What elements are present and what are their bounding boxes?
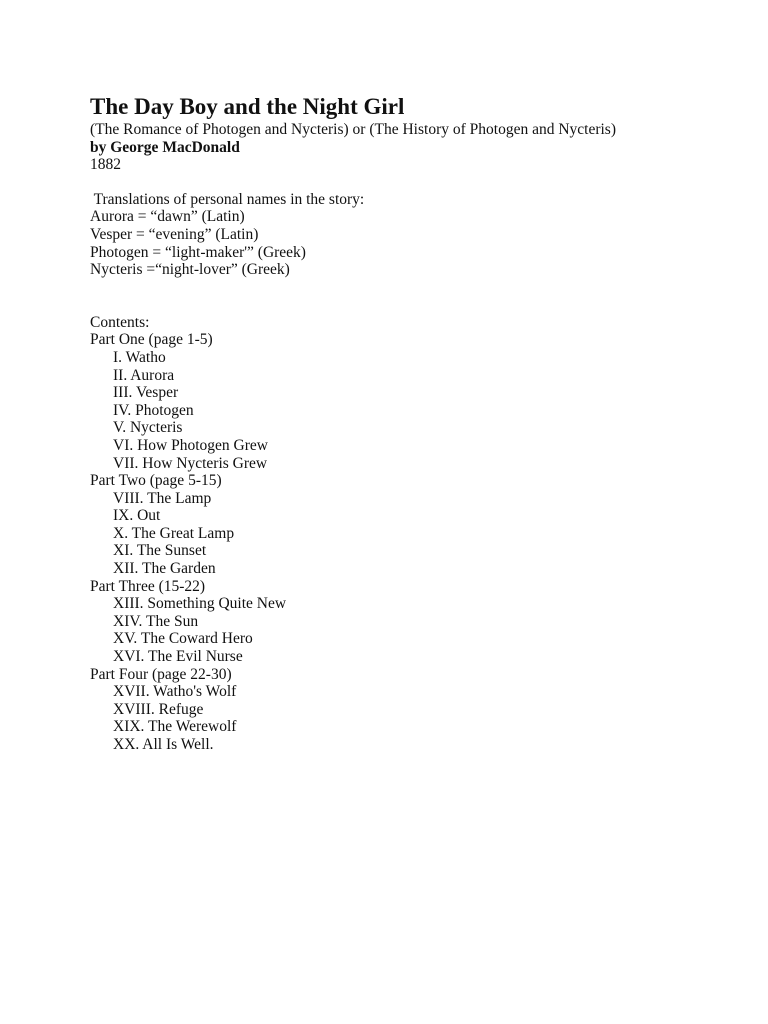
spacer	[90, 174, 750, 191]
author-line: by George MacDonald	[90, 138, 240, 156]
translation-item: Aurora = “dawn” (Latin)	[90, 208, 245, 226]
part-four	[90, 666, 750, 754]
translation-item: Nycteris =“night-lover” (Greek)	[90, 261, 290, 279]
chapter-entry: XIX. The Werewolf	[113, 718, 237, 736]
chapter-entry: IX. Out	[113, 507, 161, 525]
document-page	[90, 93, 750, 754]
part-heading: Part Two (page 5-15)	[90, 472, 222, 490]
contents-section	[90, 314, 750, 754]
part-one	[90, 331, 750, 472]
chapter-entry: XII. The Garden	[113, 560, 216, 578]
translation-item: Vesper = “evening” (Latin)	[90, 225, 259, 243]
part-heading: Part Three (15-22)	[90, 577, 206, 595]
part-three	[90, 578, 750, 666]
part-two	[90, 472, 750, 578]
chapter-entry: II. Aurora	[113, 366, 175, 384]
publication-year: 1882	[90, 156, 121, 174]
chapter-entry: X. The Great Lamp	[113, 524, 235, 542]
part-heading: Part Four (page 22-30)	[90, 665, 232, 683]
document-title: The Day Boy and the Night Girl	[90, 94, 405, 119]
spacer	[90, 279, 750, 314]
chapter-entry: IV. Photogen	[113, 401, 194, 419]
chapter-entry: I. Watho	[113, 348, 166, 366]
chapter-entry: XIII. Something Quite New	[113, 595, 287, 613]
chapter-entry: V. Nycteris	[113, 419, 183, 437]
chapter-entry: VII. How Nycteris Grew	[113, 454, 268, 472]
chapter-entry: XV. The Coward Hero	[113, 630, 253, 648]
chapter-entry: XVIII. Refuge	[113, 700, 204, 718]
chapter-entry: III. Vesper	[113, 384, 179, 402]
chapter-entry: XI. The Sunset	[113, 542, 207, 560]
translation-item: Photogen = “light-maker'” (Greek)	[90, 243, 306, 261]
document-subtitle: (The Romance of Photogen and Nycteris) or (The History of Photogen and Nycteris)	[90, 121, 617, 138]
chapter-entry: XVI. The Evil Nurse	[113, 648, 243, 666]
chapter-entry: XX. All Is Well.	[113, 736, 214, 753]
chapter-entry: XIV. The Sun	[113, 612, 199, 630]
chapter-entry: XVII. Watho's Wolf	[113, 683, 237, 701]
part-heading: Part One (page 1-5)	[90, 331, 213, 349]
chapter-entry: VI. How Photogen Grew	[113, 436, 268, 454]
contents-heading: Contents:	[90, 313, 150, 331]
translations-heading: Translations of personal names in the story:	[90, 190, 365, 208]
translations-section	[90, 191, 750, 279]
chapter-entry: VIII. The Lamp	[113, 489, 212, 507]
